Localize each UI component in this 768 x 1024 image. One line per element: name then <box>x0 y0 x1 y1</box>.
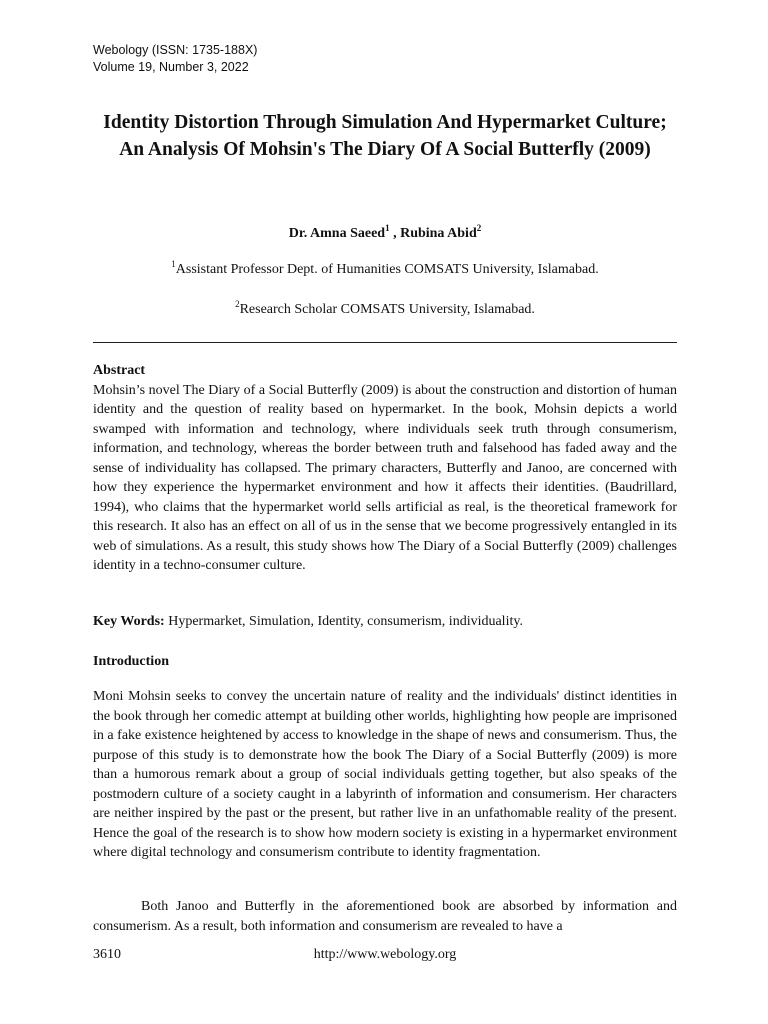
affiliation-2-mark: 2 <box>235 299 240 309</box>
introduction-paragraph-2: Both Janoo and Butterfly in the aforementioned book are absorbed by information and consumerism. As a result, both information and consumerism are revealed to have a <box>93 899 677 934</box>
horizontal-rule <box>93 342 677 343</box>
author-1-name: Dr. Amna Saeed <box>288 226 386 241</box>
keywords-section <box>93 612 677 632</box>
author-separator: , <box>389 226 401 241</box>
author-line <box>93 223 677 242</box>
affiliation-1-text: Assistant Professor Dept. of Humanities COMSATS University, Islamabad. <box>175 262 599 277</box>
affiliation-2-text: Research Scholar COMSATS University, Islamabad. <box>239 302 535 317</box>
journal-name: Webology (ISSN: 1735-188X) <box>93 43 258 57</box>
author-2-name: Rubina Abid <box>400 226 477 241</box>
author-1-affiliation-mark: 1 <box>385 223 390 233</box>
abstract-text: Mohsin’s novel The Diary of a Social Butterfly (2009) is about the construction and distortion of human identity and the question of reality based on hypermarket. In the book, Mohsin depicts a world swamped with information and technology, where individuals seek truth through consumerism, information, and technology, whereas the border between truth and falsehood has faded away and the sense of individuality has collapsed. The primary characters, Butterfly and Janoo, are concerned with how they experience the hypermarket environment and how it affects their identities. (Baudrillard, 1994), who claims that the hypermarket world sells artificial as real, is the theoretical framework for this research. It also has an effect on all of us in the sense that we become progressively entangled in its web of simulations. As a result, this study shows how The Diary of a Social Butterfly (2009) challenges identity in a techno-consumer culture. <box>93 382 677 573</box>
introduction-heading: Introduction <box>93 654 169 669</box>
journal-header <box>93 42 257 76</box>
author-2-affiliation-mark: 2 <box>476 223 482 233</box>
affiliation-1 <box>93 259 677 278</box>
footer-url[interactable]: http://www.webology.org <box>313 947 457 962</box>
introduction-paragraph-1: Moni Mohsin seeks to convey the uncertain nature of reality and the individuals' distinct identities in the book through her comedic attempt at building other worlds, highlighting how people are imprisoned in a fake existence heightened by access to knowledge in the shape of news and consumerism. Thus, the purpose of this study is to demonstrate how the book The Diary of a Social Butterfly (2009) is more than a humorous remark about a group of social individuals getting together, but also speaks of the postmodern culture of a society caught in a labyrinth of information and consumerism. Her characters are neither inspired by the past or the present, but rather live in an unfathomable reality of the present. Hence the goal of the research is to show how modern society is existing in a hypermarket environment where digital technology and consumerism contribute to identity fragmentation. <box>93 689 677 860</box>
affiliation-1-mark: 1 <box>171 259 176 269</box>
journal-volume: Volume 19, Number 3, 2022 <box>93 60 249 74</box>
keywords-text: Hypermarket, Simulation, Identity, consumerism, individuality. <box>164 614 523 629</box>
page-number: 3610 <box>93 947 121 962</box>
abstract-section <box>93 361 677 576</box>
keywords-label: Key Words: <box>93 614 165 629</box>
affiliation-2 <box>93 299 677 318</box>
abstract-heading: Abstract <box>93 363 146 378</box>
paper-title: Identity Distortion Through Simulation And Hypermarket Culture; An Analysis Of Mohsin's The Diary Of A Social Butterfly (2009) <box>103 112 667 160</box>
